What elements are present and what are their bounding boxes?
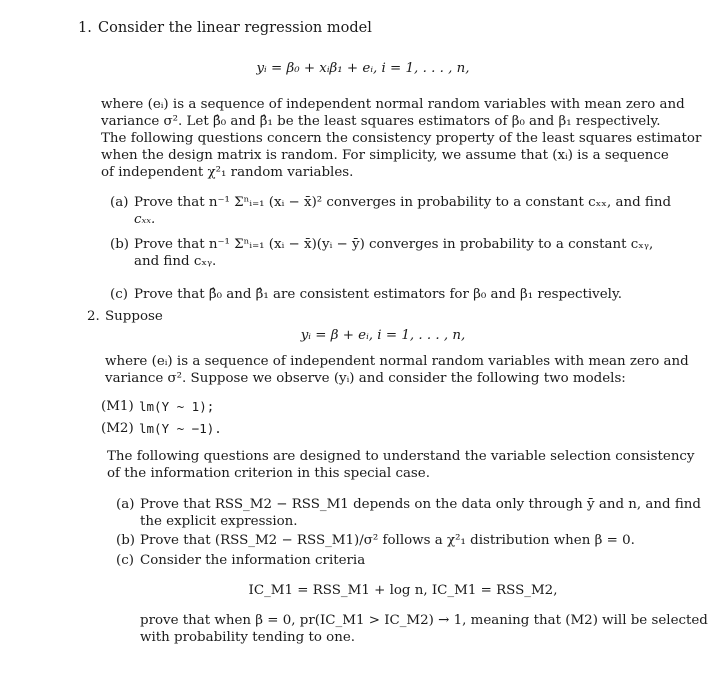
q2-part-label: (c) bbox=[116, 553, 134, 568]
q1-heading: Consider the linear regression model bbox=[98, 20, 372, 36]
q2-intro-line: variance σ². Suppose we observe (yᵢ) and consider the following two models: bbox=[105, 371, 626, 386]
q1-intro-line: when the design matrix is random. For simplicity, we assume that (xᵢ) is a sequence bbox=[101, 148, 669, 163]
q2-intro-line: where (eᵢ) is a sequence of independent normal random variables with mean zero and bbox=[105, 354, 689, 369]
q1-part-b-text: and find cₓᵧ. bbox=[134, 254, 217, 269]
q1-number: 1. bbox=[78, 20, 92, 36]
information-criteria-equation: IC_M1 = RSS_M1 + log n, IC_M1 = RSS_M2, bbox=[248, 583, 558, 598]
q2-part-label: (b) bbox=[116, 533, 136, 548]
q2-model-equation: yᵢ = β + eᵢ, i = 1, . . . , n, bbox=[300, 328, 466, 343]
q1-part-b-text: Prove that n⁻¹ Σⁿᵢ₌₁ (xᵢ − x̄)(yᵢ − ȳ) converges in probability to a constant cₓᵧ, bbox=[134, 237, 654, 252]
q2-part-b-text: Prove that (RSS_M2 − RSS_M1)/σ² follows a χ²₁ distribution when β = 0. bbox=[140, 533, 635, 548]
q1-intro-line: The following questions concern the consistency property of the least squares estimator bbox=[101, 131, 702, 146]
q2-part-c-text: Consider the information criteria bbox=[140, 553, 366, 568]
q2-part-a-text: the explicit expression. bbox=[140, 514, 298, 529]
q2-part-a-text: Prove that RSS_M2 − RSS_M1 depends on the data only through ȳ and n, and find bbox=[140, 497, 701, 512]
q2-conclusion-line: prove that when β = 0, pr(IC_M1 > IC_M2) → 1, meaning that (M2) will be selected bbox=[140, 613, 708, 628]
model-m2-code: lm(Y ~ −1). bbox=[139, 421, 222, 436]
q1-model-equation: yᵢ = β₀ + xᵢβ₁ + eᵢ, i = 1, . . . , n, bbox=[256, 61, 470, 76]
q2-purpose-line: The following questions are designed to understand the variable selection consistency bbox=[107, 449, 695, 464]
model-label: (M2) bbox=[101, 421, 134, 436]
q1-intro-line: of independent χ²₁ random variables. bbox=[101, 165, 354, 180]
q2-part-label: (a) bbox=[116, 497, 135, 512]
q2-heading: Suppose bbox=[105, 309, 163, 324]
model-label: (M1) bbox=[101, 399, 134, 414]
model-m1-code: lm(Y ~ 1); bbox=[139, 399, 215, 414]
q1-part-a-text: cₓₓ. bbox=[134, 212, 156, 227]
q2-purpose-line: of the information criterion in this special case. bbox=[107, 466, 430, 481]
q1-intro-line: where (eᵢ) is a sequence of independent normal random variables with mean zero and bbox=[101, 97, 685, 112]
q2-conclusion-line: with probability tending to one. bbox=[140, 630, 356, 645]
q1-part-label: (b) bbox=[110, 237, 130, 252]
q2-number: 2. bbox=[87, 309, 100, 324]
q1-part-c-text: Prove that β̂₀ and β̂₁ are consistent estimators for β₀ and β₁ respectively. bbox=[134, 287, 622, 302]
q1-part-label: (c) bbox=[110, 287, 128, 302]
q1-part-label: (a) bbox=[110, 195, 129, 210]
q1-part-a-text: Prove that n⁻¹ Σⁿᵢ₌₁ (xᵢ − x̄)² converges in probability to a constant cₓₓ, and find bbox=[134, 195, 672, 210]
q1-intro-line: variance σ². Let β̂₀ and β̂₁ be the least squares estimators of β₀ and β₁ respectively. bbox=[101, 114, 661, 129]
